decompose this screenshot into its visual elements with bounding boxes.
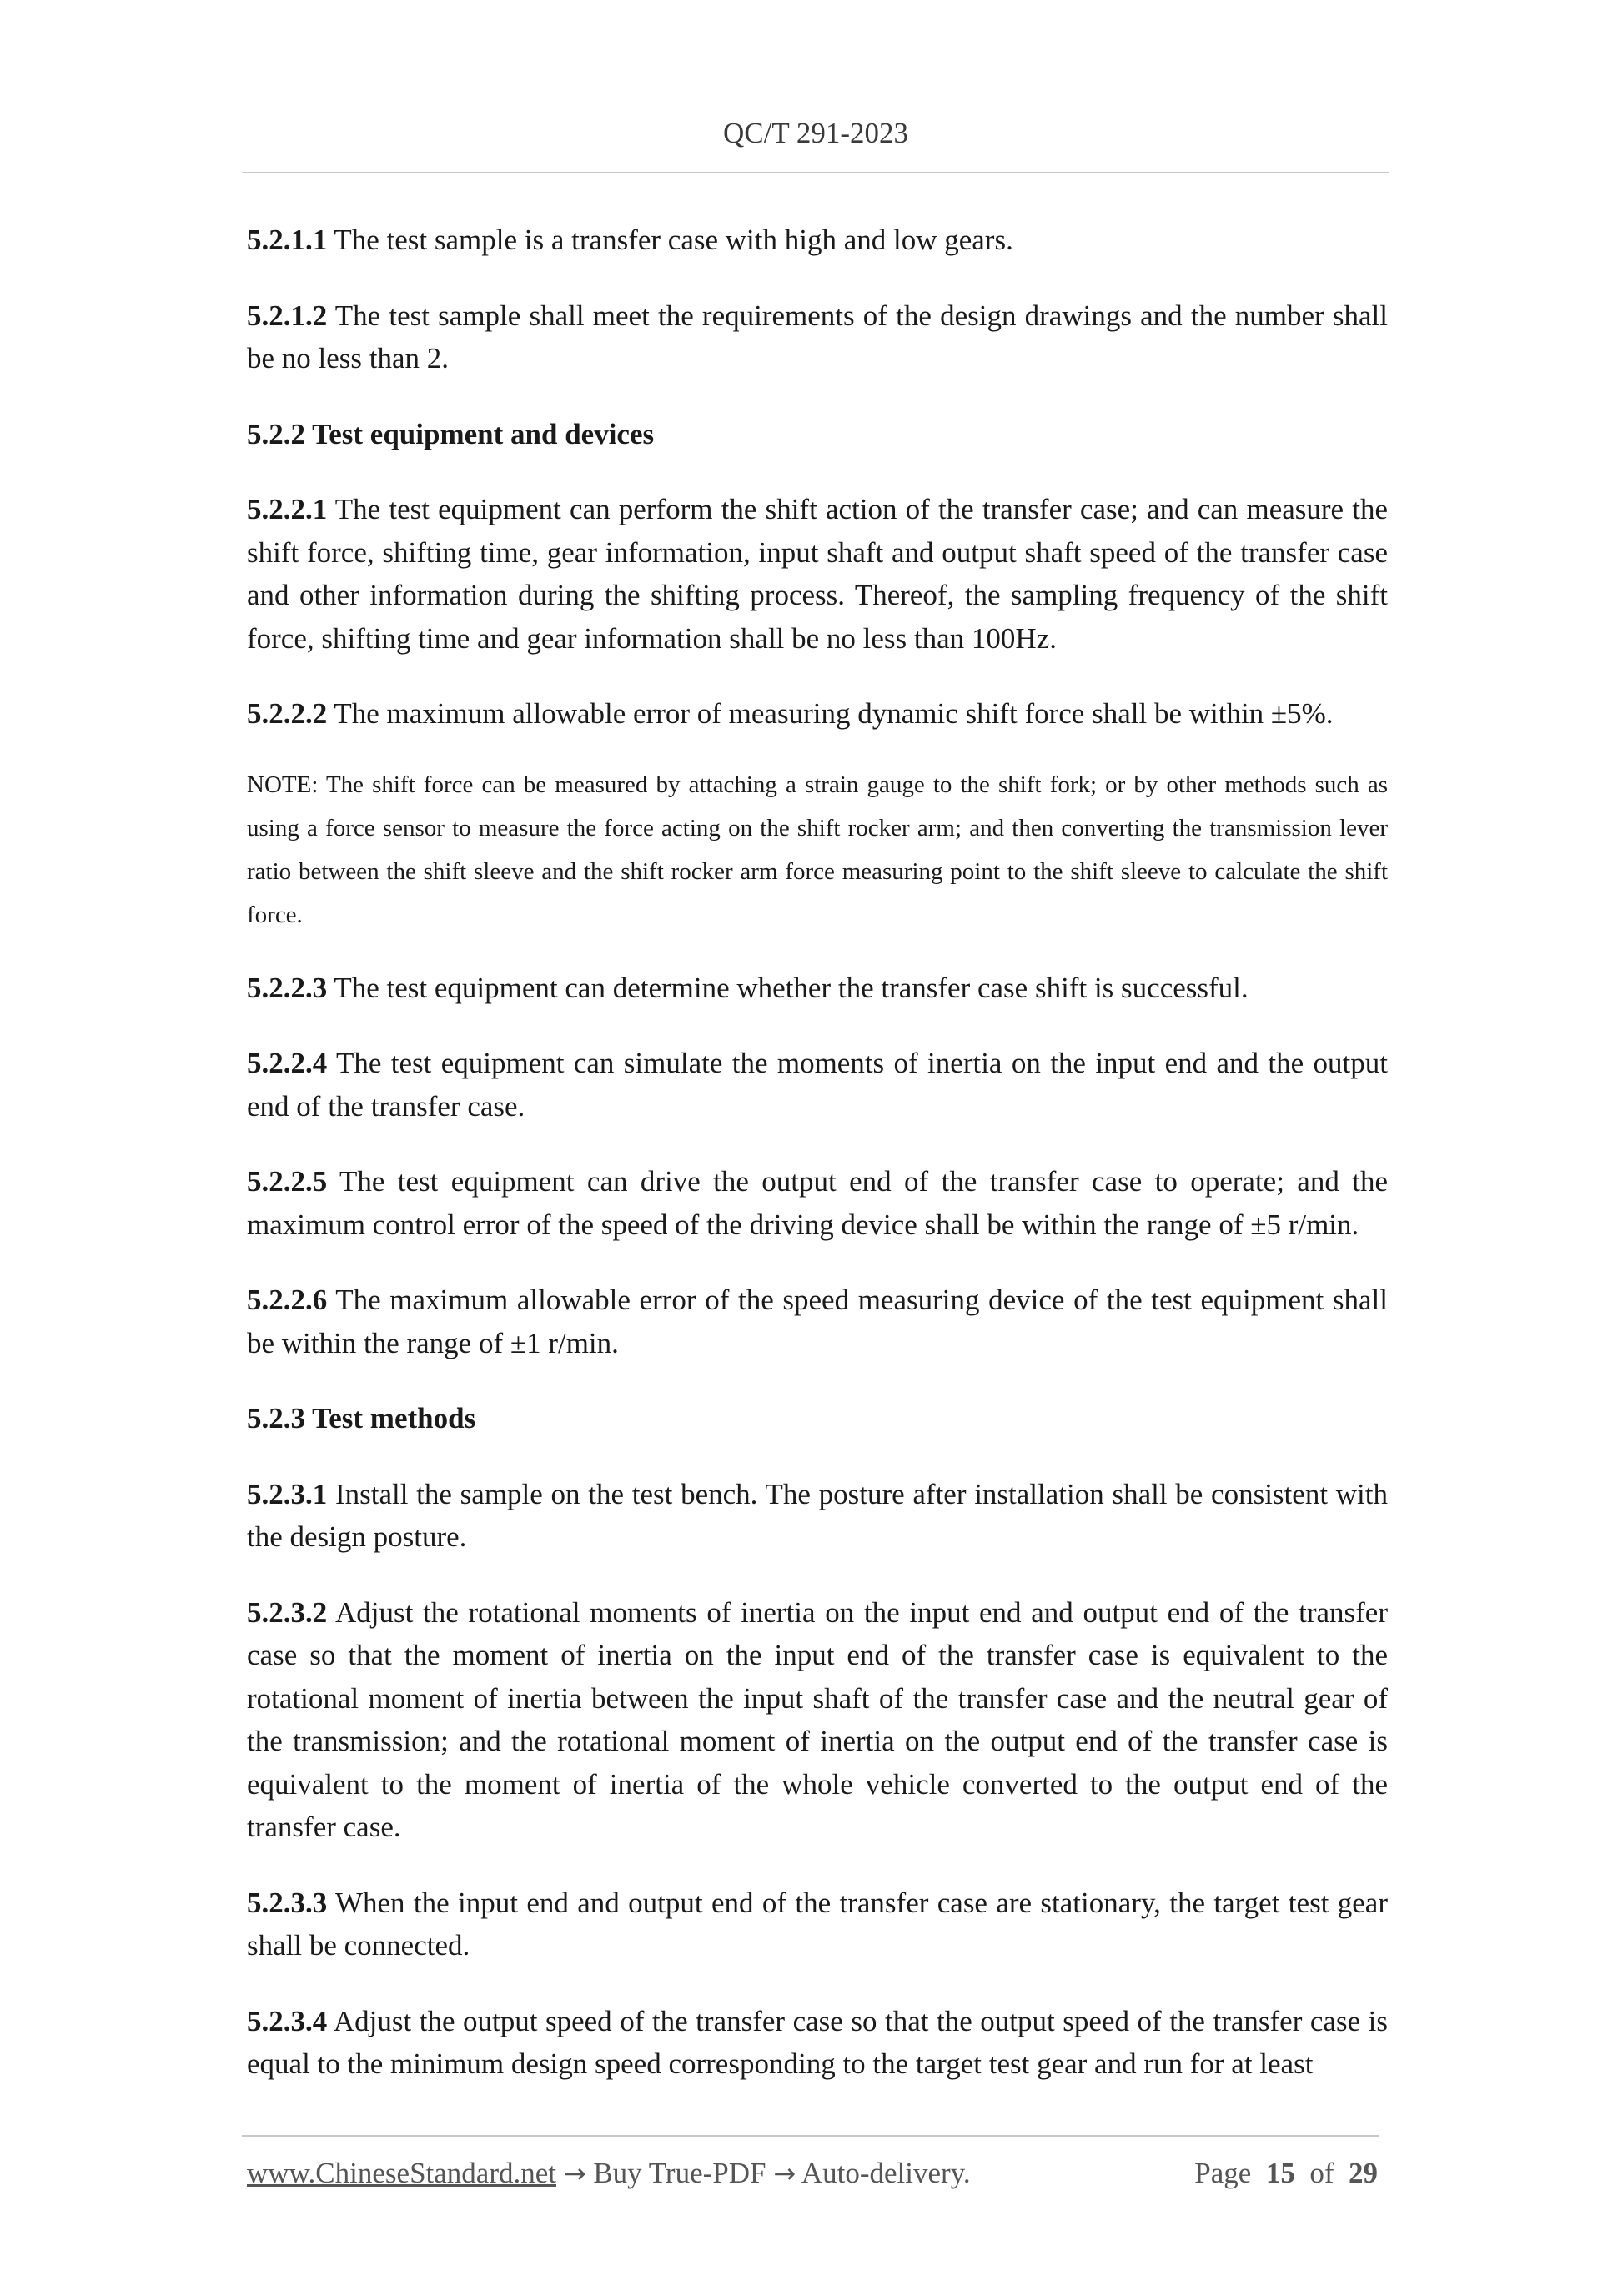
clause-paragraph xyxy=(247,1473,1388,1559)
section-heading: 5.2.2 Test equipment and devices xyxy=(247,417,655,450)
clause-paragraph xyxy=(247,488,1388,660)
note-paragraph: NOTE: The shift force can be measured by attaching a strain gauge to the shift fork; or by other methods such as using a force sensor to measure the force acting on the shift rocker arm; and then converting the transmission lever ratio between the shift sleeve and the shift rocker arm force measuring point to the shift sleeve to calculate the shift force. xyxy=(247,771,1388,928)
clause-text: The test equipment can drive the output end of the transfer case to operate; and the maximum control error of the speed of the driving device shall be within the range of ±5 r/min. xyxy=(247,1165,1388,1241)
clause-number: 5.2.3.1 xyxy=(247,1477,328,1510)
clause-text: The maximum allowable error of the speed measuring device of the test equipment shall be within the range of ±1 r/min. xyxy=(247,1284,1388,1359)
clause-paragraph xyxy=(247,1042,1388,1128)
page-of-label: of xyxy=(1309,2157,1334,2189)
clause-text: The maximum allowable error of measuring dynamic shift force shall be within ±5%. xyxy=(327,697,1334,730)
clause-number: 5.2.1.1 xyxy=(247,224,328,256)
clause-text: Adjust the rotational moments of inertia on the input end and output end of the transfer case so that the moment of inertia on the input end of the transfer case is equivalent to the rotational moment of inertia between the input shaft of the transfer case and the neutral gear of the transmission; and the rotational moment of inertia on the output end of the transfer case is equivalent to the moment of inertia of the whole vehicle converted to the output end of the transfer case. xyxy=(247,1595,1388,1843)
clause-paragraph xyxy=(247,2000,1388,2086)
clause-number: 5.2.1.2 xyxy=(247,299,328,332)
page-header: QC/T 291-2023 xyxy=(723,117,908,149)
clause-paragraph xyxy=(247,967,1388,1010)
clause-paragraph xyxy=(247,294,1388,380)
document-body xyxy=(247,219,1388,2118)
header-divider xyxy=(242,172,1389,173)
clause-paragraph xyxy=(247,692,1388,736)
chinesestandard-link[interactable]: www.ChineseStandard.net xyxy=(247,2157,556,2189)
clause-number: 5.2.2.4 xyxy=(247,1047,328,1079)
clause-text: Adjust the output speed of the transfer case so that the output speed of the transfer case is equal to the minimum design speed corresponding to the target test gear and run for at least xyxy=(247,2004,1388,2080)
clause-paragraph xyxy=(247,219,1388,262)
page-total: 29 xyxy=(1349,2157,1378,2189)
clause-number: 5.2.2.3 xyxy=(247,971,328,1004)
clause-paragraph xyxy=(247,1882,1388,1967)
clause-number: 5.2.2.6 xyxy=(247,1284,328,1316)
clause-number: 5.2.2.1 xyxy=(247,493,328,525)
auto-delivery-text: Auto-delivery. xyxy=(796,2157,971,2189)
clause-number: 5.2.3.4 xyxy=(247,2004,328,2037)
clause-number: 5.2.2.2 xyxy=(247,697,328,730)
clause-paragraph xyxy=(247,1160,1388,1246)
arrow-right-icon: → xyxy=(563,2158,586,2189)
clause-text: Install the sample on the test bench. The posture after installation shall be consistent with the design posture. xyxy=(247,1477,1388,1553)
footer-links xyxy=(247,2157,971,2190)
buy-true-pdf-text: Buy True-PDF xyxy=(585,2157,774,2189)
arrow-right-icon: → xyxy=(773,2158,796,2189)
page-current: 15 xyxy=(1265,2157,1295,2189)
page-indicator xyxy=(1194,2157,1378,2190)
clause-number: 5.2.3.3 xyxy=(247,1886,328,1919)
clause-text: The test sample shall meet the requirements of the design drawings and the number shall be no less than 2. xyxy=(247,299,1388,374)
clause-number: 5.2.2.5 xyxy=(247,1165,328,1198)
clause-paragraph xyxy=(247,1591,1388,1849)
page-label: Page xyxy=(1194,2157,1252,2189)
clause-text: The test equipment can simulate the moments of inertia on the input end and the output end of the transfer case. xyxy=(247,1047,1388,1123)
clause-paragraph xyxy=(247,1279,1388,1364)
clause-text: The test sample is a transfer case with high and low gears. xyxy=(327,224,1013,256)
clause-text: The test equipment can perform the shift action of the transfer case; and can measure the shift force, shifting time, gear information, input shaft and output shaft speed of the transfer case and other information during the shifting process. Thereof, the sampling frequency of the shift force, shifting time and gear information shall be no less than 100Hz. xyxy=(247,493,1388,655)
clause-number: 5.2.3.2 xyxy=(247,1595,328,1629)
section-heading: 5.2.3 Test methods xyxy=(247,1402,476,1434)
clause-text: When the input end and output end of the transfer case are stationary, the target test gear shall be connected. xyxy=(247,1886,1388,1962)
clause-text: The test equipment can determine whether the transfer case shift is successful. xyxy=(327,971,1249,1004)
footer-divider xyxy=(242,2135,1379,2137)
